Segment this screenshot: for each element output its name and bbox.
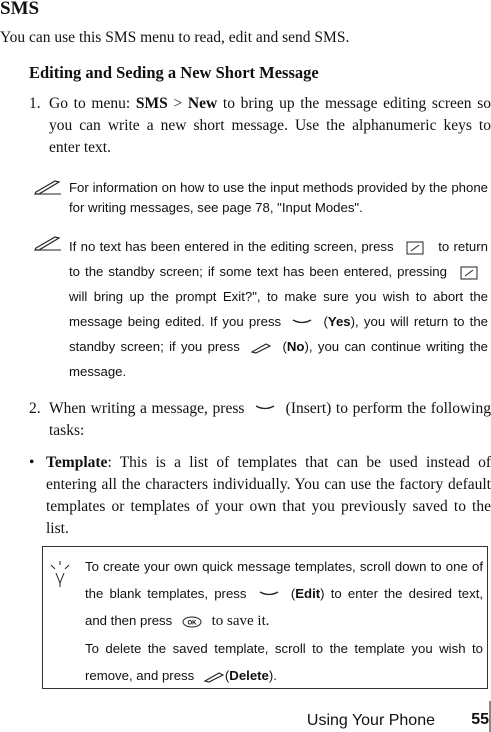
step-2-post: to perform the following tasks: bbox=[49, 400, 491, 439]
insert-label: Insert bbox=[290, 400, 327, 417]
page-title: SMS bbox=[0, 0, 40, 19]
note-pencil-icon bbox=[33, 236, 63, 252]
page-number: 55 bbox=[471, 711, 489, 728]
tip-text bbox=[85, 553, 483, 689]
step-2 bbox=[29, 398, 491, 442]
menu-separator: > bbox=[167, 95, 188, 112]
tip-line-1-mid: to enter the desired text, and then press bbox=[85, 586, 484, 628]
delete-label: Delete bbox=[229, 668, 269, 683]
bullet-term: Template bbox=[46, 454, 108, 471]
menu-new: New bbox=[187, 95, 218, 112]
section-heading: Editing and Seding a New Short Message bbox=[29, 63, 319, 82]
footer-section-label: Using Your Phone bbox=[306, 712, 435, 729]
step-1 bbox=[29, 93, 491, 159]
step-text: When writing a message, press (Insert) to perform the following tasks: bbox=[49, 400, 491, 439]
lightbulb-tip-icon bbox=[49, 561, 71, 587]
tip-box bbox=[42, 546, 488, 689]
menu-sms: SMS bbox=[135, 95, 168, 112]
intro-text: You can use this SMS menu to read, edit and send SMS. bbox=[0, 29, 350, 46]
right-softkey-icon bbox=[250, 342, 272, 354]
clear-key-icon bbox=[403, 241, 429, 255]
right-softkey-icon bbox=[203, 671, 225, 683]
step-text bbox=[49, 93, 491, 159]
tip-line-1-post: to save it. bbox=[211, 613, 270, 629]
note-input-methods: For information on how to use the input methods provided by the phone for writing messages, see page 78, "Input Modes". bbox=[69, 180, 488, 215]
note-2-part-5: you can continue writing the message. bbox=[69, 339, 488, 379]
tip-delete: To delete the saved template, scroll to the template you wish to remove, and press (Delete). bbox=[85, 641, 483, 683]
note-2-part-4: you will return to the standby screen; if you press bbox=[69, 314, 488, 354]
left-softkey-icon bbox=[258, 589, 280, 601]
tip-line-2-pre: To delete the saved template, scroll to the template you wish to remove, and press bbox=[85, 641, 483, 683]
bullet-template bbox=[29, 452, 491, 540]
step-2-pre: When writing a message, press bbox=[49, 400, 245, 417]
step-1-post: to bring up the message editing screen so you can write a new short message. Use the alphanumeric keys to enter text. bbox=[49, 95, 491, 156]
yes-label: Yes bbox=[327, 314, 351, 329]
bullet-description: : This is a list of templates that can be used instead of entering all the characters individually. You can use the factory default templates or templates of your own that you previously saved to the list. bbox=[46, 454, 491, 537]
note-pencil-icon bbox=[33, 180, 63, 196]
step-number: 1. bbox=[29, 95, 41, 112]
step-1-pre: Go to menu: bbox=[49, 95, 136, 112]
note-2-part-3: will bring up the prompt Exit?", to make sure you wish to abort the message being edited. If you press bbox=[69, 289, 488, 329]
clear-key-icon bbox=[457, 266, 483, 280]
tip-create: To create your own quick message templates, scroll down to one of the blank templates, press (Edit) to enter the desired text, and then press OK to save it. bbox=[85, 559, 484, 629]
ok-key-icon bbox=[181, 615, 203, 629]
no-label: No bbox=[286, 339, 305, 354]
left-softkey-icon bbox=[291, 317, 313, 329]
svg-text:OK: OK bbox=[187, 620, 197, 627]
note-exit-prompt: If no text has been entered in the editing screen, press to return to the standby screen; if some text has been entered, pressing will bring up the prompt Exit?", to make sure you wish to abort the message being edited. If you press (Yes), you will return to the standby screen; if you press (No), you can continue writing the message. bbox=[69, 239, 488, 379]
note-2-part-1: If no text has been entered in the editing screen, press bbox=[69, 239, 394, 254]
note-2-part-2: to return to the standby screen; if some text has been entered, pressing bbox=[69, 239, 488, 279]
bullet-text bbox=[46, 452, 491, 540]
edit-label: Edit bbox=[295, 586, 321, 601]
bullet-dot: • bbox=[29, 454, 35, 471]
left-softkey-icon bbox=[254, 403, 276, 415]
tip-line-1-pre: To create your own quick message templates, scroll down to one of the blank templates, press bbox=[85, 559, 483, 601]
step-number: 2. bbox=[29, 400, 41, 417]
